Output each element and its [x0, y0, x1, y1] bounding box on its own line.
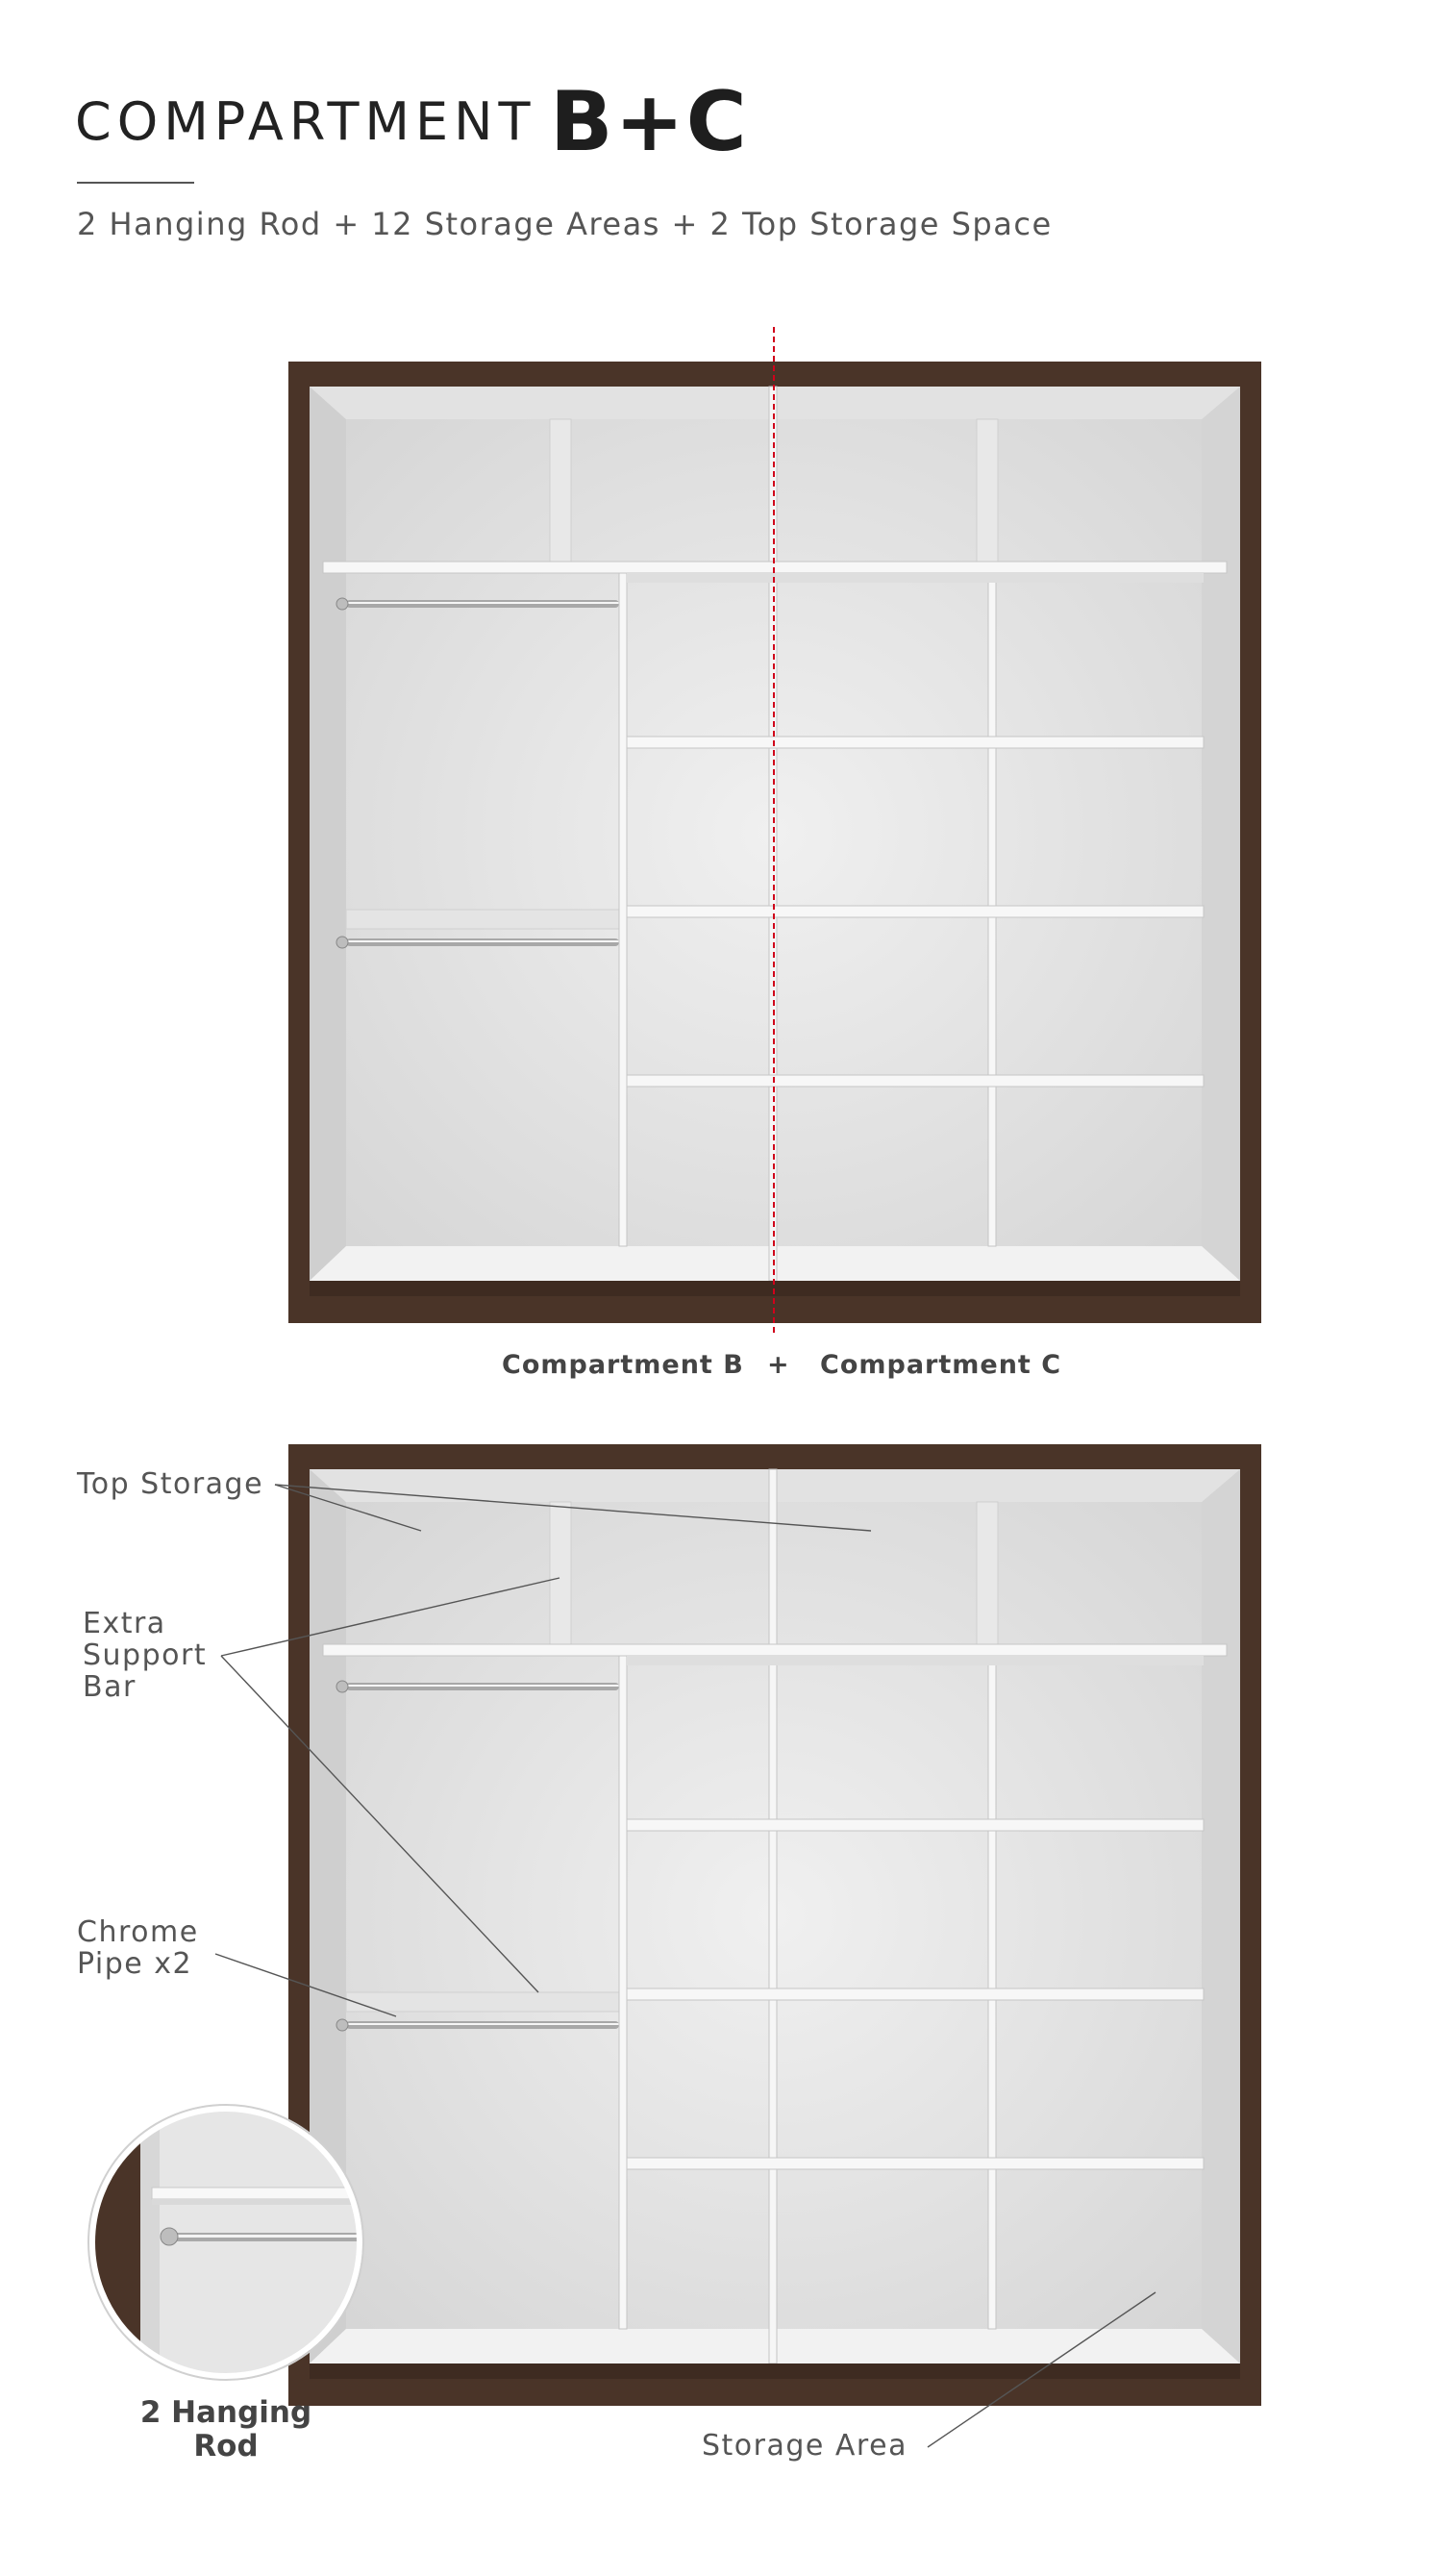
callout-extra-support-bar: Extra Support Bar	[83, 1607, 208, 1704]
shelf-upright-1	[619, 1656, 627, 2329]
chrome-rod-highlight-1	[346, 1685, 619, 1687]
hanging-rod-label: 2 Hanging Rod	[139, 2395, 312, 2463]
storage-shelf-1	[627, 737, 1204, 748]
page-title-prefix: COMPARTMENT	[75, 91, 536, 152]
top-shelf	[323, 1644, 1227, 1656]
shelf-upright-1	[619, 573, 627, 1246]
rod-bracket-2	[336, 937, 348, 948]
base-plinth	[310, 1281, 1240, 1296]
wardrobe-diagram-bottom	[288, 1444, 1261, 2406]
page-title-code: B+C	[550, 74, 749, 170]
rod-bracket-1	[336, 598, 348, 610]
base-plinth	[310, 2363, 1240, 2379]
right-side-wall	[1202, 1469, 1240, 2363]
plus-sign: +	[767, 1350, 789, 1380]
left-side-wall	[310, 387, 346, 1281]
support-bar-left	[550, 419, 571, 562]
compartment-b-label: Compartment B	[502, 1350, 744, 1380]
storage-shelf-1	[627, 1819, 1204, 1831]
storage-shelf-2	[627, 1988, 1204, 2000]
callout-storage-area: Storage Area	[702, 2429, 907, 2463]
rod-bracket-1	[336, 1681, 348, 1692]
callout-chrome-pipe: Chrome Pipe x2	[77, 1915, 199, 1981]
right-side-wall	[1202, 387, 1240, 1281]
storage-shelf-3	[627, 2158, 1204, 2169]
storage-top-edge	[627, 573, 1204, 583]
compartment-divider-line	[773, 327, 775, 1333]
wardrobe-diagram-top	[288, 362, 1261, 1323]
callout-top-storage: Top Storage	[77, 1467, 264, 1501]
compartment-c-label: Compartment C	[820, 1350, 1062, 1380]
support-bar-left	[550, 1502, 571, 1644]
page-subtitle: 2 Hanging Rod + 12 Storage Areas + 2 Top Storage Space	[77, 206, 1053, 242]
center-divider	[769, 1469, 777, 2363]
rod-bracket-2	[336, 2019, 348, 2031]
chrome-rod-highlight-1	[346, 602, 619, 604]
title-underline	[77, 182, 194, 184]
support-bar-right	[977, 1502, 998, 1644]
chrome-rod-highlight-2	[346, 2023, 619, 2025]
lower-support-bar	[346, 910, 619, 929]
support-bar-right	[977, 419, 998, 562]
top-shelf	[323, 562, 1227, 573]
storage-shelf-3	[627, 1075, 1204, 1087]
lower-support-bar	[346, 1992, 619, 2012]
chrome-rod-highlight-2	[346, 940, 619, 942]
storage-top-edge	[627, 1656, 1204, 1665]
hanging-rod-zoom-detail	[85, 2101, 367, 2384]
storage-shelf-2	[627, 906, 1204, 917]
